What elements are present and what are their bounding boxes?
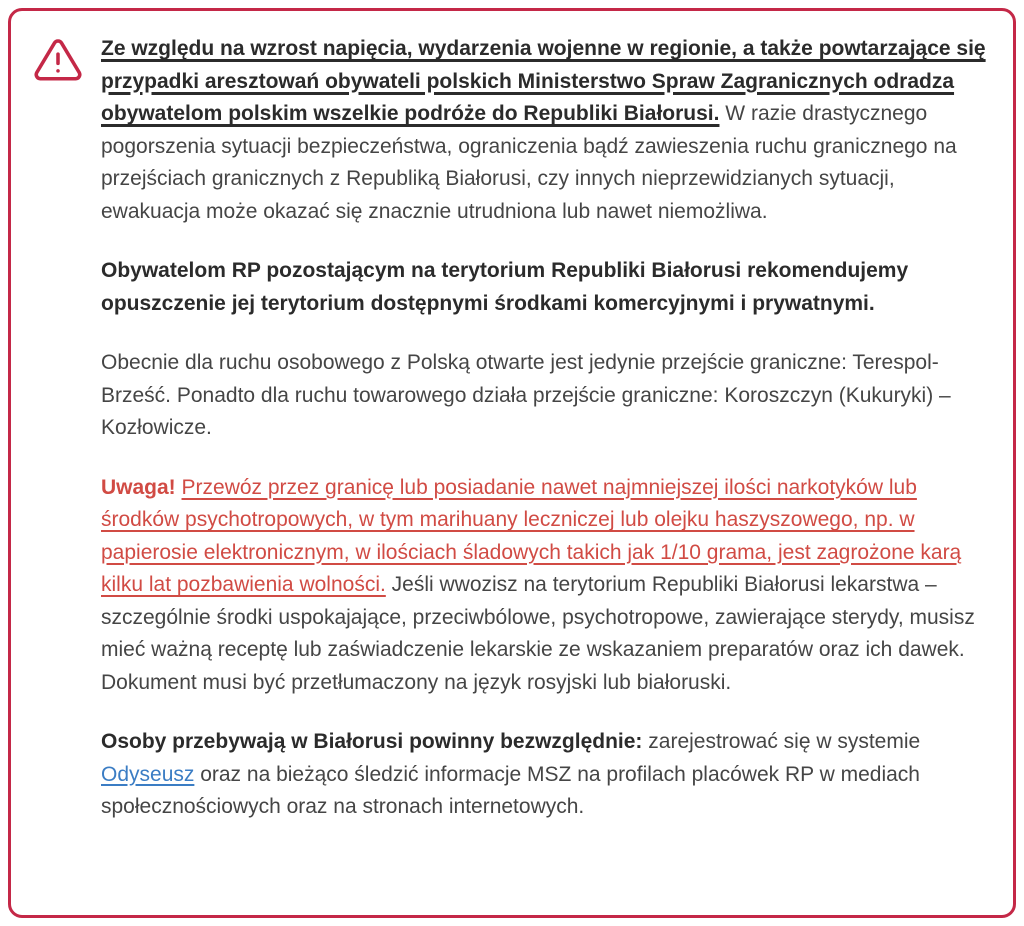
intro-bold-underlined-text: Ze względu na wzrost napięcia, wydarzenia wojenne w regionie, a także powtarzające się przypadki aresztowań obywateli polskich Ministerstwo Spraw Zagranicznych odradza obywatelom polskim wszelkie podróże do Republiki Białorusi. [101, 37, 986, 125]
paragraph-registration [101, 726, 987, 824]
paragraph-recommendation: Obywatelom RP pozostającym na terytorium Republiki Białorusi rekomendujemy opuszczenie jej terytorium dostępnymi środkami komercyjnymi i prywatnymi. [101, 259, 909, 315]
travel-warning-alert [8, 8, 1016, 918]
warning-triangle-icon [33, 35, 83, 85]
alert-content [101, 33, 987, 824]
paragraph-border-crossings: Obecnie dla ruchu osobowego z Polską otwarte jest jedynie przejście graniczne: Terespol-Brześć. Ponadto dla ruchu towarowego działa przejście graniczne: Koroszczyn (Kukuryki) – Kozłowicze. [101, 351, 951, 439]
alert-icon-column [33, 33, 83, 85]
registration-bold-text: Osoby przebywają w Białorusi powinny bezwzględnie: [101, 730, 643, 753]
paragraph-intro [101, 33, 987, 228]
drug-warning-label: Uwaga! [101, 475, 182, 499]
paragraph-drug-warning [101, 472, 987, 700]
drug-warning-rest-text: Jeśli wwozisz na terytorium Republiki Białorusi lekarstwa – szczególnie środki uspokajające, przeciwbólowe, psychotropowe, zawierające sterydy, musisz mieć ważną receptę lub zaświadczenie lekarskie ze wskazaniem preparatów oraz ich dawek. Dokument musi być przetłumaczony na język rosyjski lub białoruski. [101, 573, 975, 694]
registration-before-link-text: zarejestrować się w systemie [642, 730, 921, 753]
odyseusz-link[interactable]: Odyseusz [101, 762, 195, 786]
drug-warning-underlined-text: Przewóz przez granicę lub posiadanie nawet najmniejszej ilości narkotyków lub środków psychotropowych, w tym marihuany leczniczej lub olejku haszyszowego, np. w papierosie elektronicznym, w ilościach śladowych takich jak 1/10 grama, jest zagrożone karą kilku lat pozbawienia wolności. [101, 475, 962, 596]
intro-rest-text: W razie drastycznego pogorszenia sytuacji bezpieczeństwa, ograniczenia bądź zawieszenia ruchu granicznego na przejściach granicznych z Republiką Białorusi, czy innych nieprzewidzianych sytuacji, ewakuacja może okazać się znacznie utrudniona lub nawet niemożliwa. [101, 102, 957, 223]
registration-after-link-text: oraz na bieżąco śledzić informacje MSZ na profilach placówek RP w mediach społecznościowych oraz na stronach internetowych. [101, 762, 920, 818]
